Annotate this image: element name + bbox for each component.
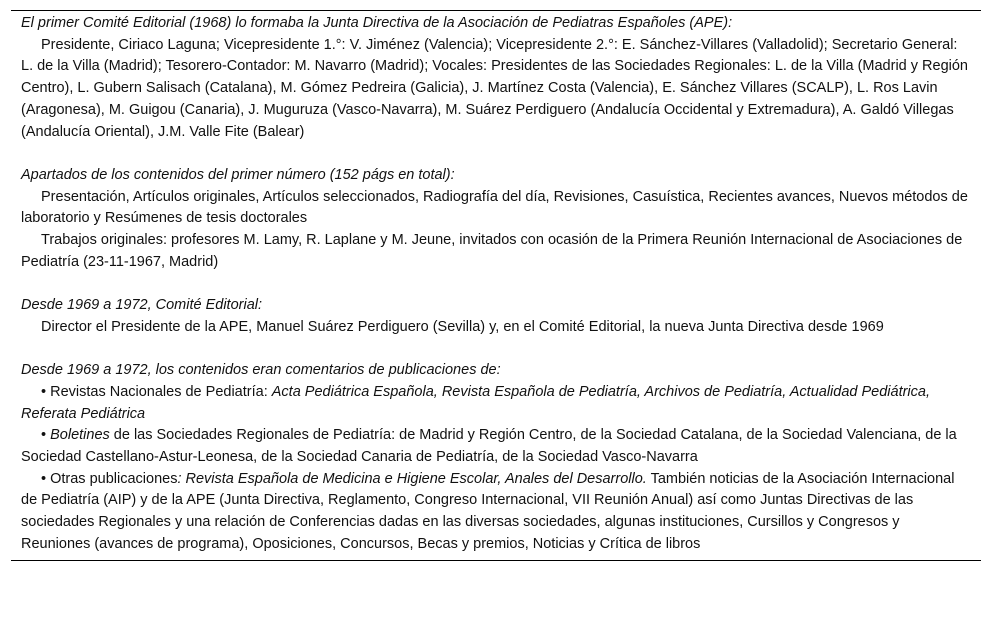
section-heading-first-committee: El primer Comité Editorial (1968) lo formaba la Junta Directiva de la Asociación de Pediatras Españoles (APE): <box>21 15 733 31</box>
committee-1969-body: Director el Presidente de la APE, Manuel Suárez Perdiguero (Sevilla) y, en el Comité Editorial, la nueva Junta Directiva desde 1969 <box>41 318 884 335</box>
spacer <box>21 143 971 165</box>
journal-titles: Acta Pediátrica Española, Revista Española de Pediatría, Archivos de Pediatría, Actualidad Pediátrica, Referata Pediátrica <box>21 383 930 422</box>
spacer <box>21 339 971 361</box>
bulletins-rest: de las Sociedades Regionales de Pediatría: de Madrid y Región Centro, de la Sociedad Catalana, de la Sociedad Valenciana, de la Sociedad Castellano-Astur-Leonesa, de la Sociedad Canaria de Pediatría, de la Sociedad Vasco-Navarra <box>21 427 957 466</box>
history-table <box>11 10 981 561</box>
spacer <box>21 273 971 295</box>
bullet-national-journals <box>21 382 971 425</box>
other-journal-titles: : Revista Española de Medicina e Higiene Escolar, Anales del Desarrollo. <box>177 470 647 487</box>
bullet-other-publications <box>21 469 971 556</box>
bulletins-word: Boletines <box>50 427 110 444</box>
section-heading-first-issue: Apartados de los contenidos del primer número (152 págs en total): <box>21 166 455 183</box>
section-heading-contents-1969: Desde 1969 a 1972, los contenidos eran comentarios de publicaciones de: <box>21 362 501 379</box>
bullet-lead: • Otras publicaciones <box>41 470 178 487</box>
bullet-lead: • Revistas Nacionales de Pediatría: <box>41 383 272 400</box>
section-heading-committee-1969: Desde 1969 a 1972, Comité Editorial: <box>21 297 263 314</box>
first-issue-sections: Presentación, Artículos originales, Artículos seleccionados, Radiografía del día, Revisiones, Casuística, Recientes avances, Nuevos métodos de laboratorio y Resúmenes de tesis doctorales <box>21 188 968 227</box>
first-issue-original-works: Trabajos originales: profesores M. Lamy, R. Laplane y M. Jeune, invitados con ocasión de la Primera Reunión Internacional de Asociaciones de Pediatría (23-11-1967, Madrid) <box>21 232 963 270</box>
bullet-bulletins <box>21 425 971 468</box>
first-committee-members: Presidente, Ciriaco Laguna; Vicepresidente 1.°: V. Jiménez (Valencia); Vicepresidente 2.°: E. Sánchez-Villares (Valladolid); Secretario General: L. de la Villa (Madrid); Tesorero-Contador: M. Navarro (Madrid); Vocales: Presidentes de las Sociedades Regionales: L. de la Villa (Madrid y Región Centro), L. Gubern Salisach (Catalana), M. Gómez Pedreira (Galicia), J. Martínez Costa (Valencia), E. Sánchez Villares (SCALP), L. Ros Lavin (Aragonesa), M. Guigou (Canaria), J. Muguruza (Vasco-Navarra), M. Suárez Perdiguero (Andalucía Occidental y Extremadura), A. Galdó Villegas (Andalucía Oriental), J.M. Valle Fite (Balear) <box>21 36 968 140</box>
other-publications-rest: También noticias de la Asociación Internacional de Pediatría (AIP) y de la APE (Junta Directiva, Reglamento, Congreso Internacional, VII Reunión Anual) así como Juntas Directivas de las sociedades Regionales y una relación de Conferencias dadas en las diversas sociedades, algunas instituciones, Cursillos y Congresos y Reuniones (avances de programa), Oposiciones, Concursos, Becas y premios, Noticias y Crítica de libros <box>21 470 955 552</box>
bullet-mark: • <box>41 427 51 444</box>
